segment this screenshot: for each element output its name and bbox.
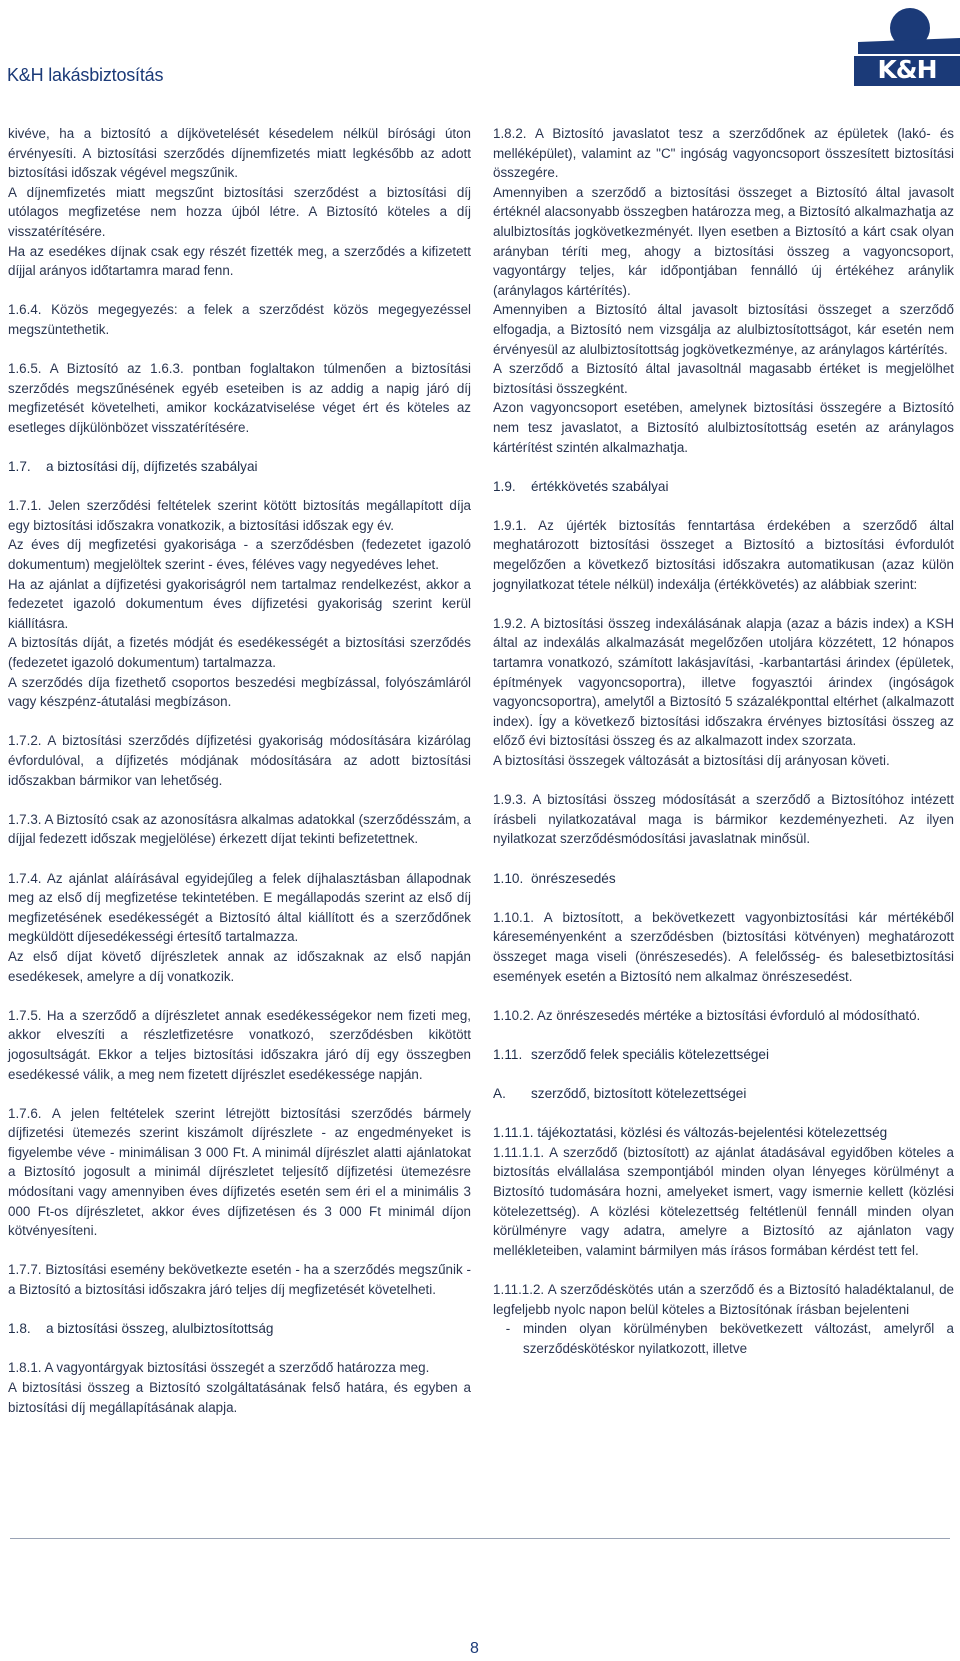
paragraph-1-9-1: 1.9.1. Az újérték biztosítás fenntartása érdekében a szerződő által meghatározott biztosítási összeget a Biztosító a biztosítási évfordulót megelőzően a következő biztosítási időszakra automatikusan (azaz külön jognyilatkozat tétele nélkül) indexálja (értékkövetés) az alábbiak szerint: — [493, 517, 954, 592]
page-number: 8 — [470, 1640, 479, 1657]
paragraph-1-6-5: 1.6.5. A Biztosító az 1.6.3. pontban foglaltakon túlmenően a biztosítási szerződés megszűnésének egyéb eseteiben is az addig a napig járó díj megfizetését követelheti, amikor kockázatviselése véget ért és köteles az esetleges díjkülönbözet visszatérítésére. — [8, 361, 471, 435]
subsection-heading-a: A. szerződő, biztosított kötelezettségei — [493, 1086, 747, 1102]
paragraph: Amennyiben a szerződő a biztosítási összeget a Biztosító által javasolt értéknél alacsonyabb összegben határozza meg, a Biztosító alkalmazhatja az alulbiztosítás jogkövetkezményét. Ilyen esetben a Biztosító a kárt csak olyan arányban téríti meg, ahogy a biztosítási összeg a vagyoncsoport, vagyontárgy teljes, kár időpontjában fennálló új értékéhez aránylik (aránylagos kártérítés). — [493, 184, 954, 298]
page-header — [0, 0, 960, 100]
section-heading-1-10: 1.10. önrészesedés — [493, 870, 616, 886]
paragraph: A szerződő a Biztosító által javasoltnál magasabb értéket is megjelölhet biztosítási összegként. — [493, 361, 954, 396]
paragraph: Amennyiben a Biztosító által javasolt biztosítási összeget a szerződő elfogadja, a Biztosító nem vizsgálja az alulbiztosítottságot, kár esetén nem érvényesül az alulbiztosítottság jogkövetkezménye, az aránylagos kártérítés. — [493, 302, 954, 357]
paragraph-1-7-3: 1.7.3. A Biztosító csak az azonosításra alkalmas adatokkal (szerződésszám, a díjjal fedezett időszak megjelölése) érkezett díjat tekinti befizetettnek. — [8, 811, 471, 847]
list-item-text: minden olyan körülményben bekövetkezett változást, amelyről a szerződéskötéskor nyilatkozott, illetve — [523, 1321, 954, 1356]
paragraph: Az első díjat követő díjrészletek annak az időszaknak az első napján esedékesek, amelyre a díj vonatkozik. — [8, 948, 471, 984]
document-title: K&H lakásbiztosítás — [7, 65, 164, 85]
paragraph: A biztosítási összeg a Biztosító szolgáltatásának felső határa, és egyben a biztosítási díj megállapításának alapja. — [8, 1380, 471, 1415]
paragraph: Ha az esedékes díjnak csak egy részét fizették meg, a szerződés a kifizetett díjjal arányos időtartamra marad fenn. — [8, 243, 471, 279]
paragraph-1-7-2: 1.7.2. A biztosítási szerződés díjfizetési gyakoriság módosítására kizárólag évfordulóval, a díjfizetés módjának módosítására az adott biztosítási időszakban bármikor van lehetőség. — [8, 733, 471, 788]
dash-bullet: - — [505, 1321, 511, 1337]
section-heading-1-9: 1.9. értékkövetés szabályai — [493, 478, 669, 494]
paragraph: Az éves díj megfizetési gyakorisága - a szerződésben (fedezetet igazoló dokumentum) megjelöltek szerint - éves, féléves vagy negyedéves lehet. — [8, 537, 471, 573]
paragraph: Azon vagyoncsoport esetében, amelynek biztosítási összegére a Biztosító nem tesz javaslatot, a Biztosító alulbiztosítottság esetén az aránylagos kártérítést szintén alkalmazhatja. — [493, 400, 954, 455]
paragraph: A díjnemfizetés miatt megszűnt biztosítási szerződést a biztosítási díj utólagos megfizetése nem hozza újból létre. A Biztosító köteles a díj visszatérítésére. — [8, 184, 471, 239]
paragraph-1-8-1: 1.8.1. A vagyontárgyak biztosítási összegét a szerződő határozza meg. — [8, 1360, 430, 1376]
right-column — [493, 124, 954, 1358]
logo-text: K&H — [877, 55, 937, 84]
paragraph-1-10-1: 1.10.1. A biztosított, a bekövetkezett vagyonbiztosítási kár mértékéből káreseményenként a szerződésben (biztosítási kötvényen) meghatározott összeget maga viseli (önrészesedés). A felelősség- és balesetbiztosítási események esetén a Biztosító nem alkalmaz önrészesedést. — [493, 909, 954, 984]
paragraph-1-7-1: 1.7.1. Jelen szerződési feltételek szerint kötött biztosítás megállapított díja egy biztosítási időszakra vonatkozik, a biztosítási időszak egy év. — [8, 498, 471, 533]
paragraph: Ha az ajánlat a díjfizetési gyakoriságról nem tartalmaz rendelkezést, akkor a fedezetet igazoló dokumentum éves díjfizetési gyakoriság szerint kerül kiállításra. — [8, 576, 471, 631]
paragraph-1-11-1-1: 1.11.1.1. A szerződő (biztosított) az ajánlat átadásával egyidőben köteles a biztosítás elvállalása szempontjából minden olyan lényeges körülményt a Biztosító tudomására hozni, amelyeket ismert, vagy ismernie kellett (közlési kötelezettség). A közlési kötelezettség feltétlenül fennáll minden olyan körülményre vagy adatra, amelyre a Biztosító az ajánlaton vagy mellékleteiben, valamint bármilyen más írásos formában kérdést tett fel. — [493, 1144, 954, 1258]
paragraph-1-6-4: 1.6.4. Közös megegyezés: a felek a szerződést közös megegyezéssel megszüntethetik. — [8, 302, 471, 337]
section-heading-1-7: 1.7. a biztosítási díj, díjfizetés szabályai — [8, 459, 258, 475]
paragraph-1-11-1-2: 1.11.1.2. A szerződéskötés után a szerződő és a Biztosító haladéktalanul, de legfeljebb nyolc napon belül köteles a Biztosítónak írásban bejelenteni — [493, 1282, 954, 1317]
paragraph-1-7-7: 1.7.7. Biztosítási esemény bekövetkezte esetén - ha a szerződés megszűnik - a Biztosító a biztosítási időszakra járó teljes díj megfizetését követelheti. — [8, 1262, 471, 1298]
paragraph: kivéve, ha a biztosító a díjkövetelését késedelem nélkül bírósági úton érvényesíti. A biztosítási szerződés díjnemfizetés miatt legkésőbb az adott biztosítási időszak végével megszűnik. — [8, 126, 471, 181]
section-heading-1-8: 1.8. a biztosítási összeg, alulbiztosítottság — [8, 1321, 274, 1337]
paragraph-1-7-6: 1.7.6. A jelen feltételek szerint létrejött biztosítási szerződés bármely díjfizetési ütemezés szerint kiszámolt díjrészlete - az engedményeket is figyelembe véve - minimálisan 3 000 Ft. A minimál díjrészlet alatti ajánlatokat a Biztosító jogosult a minimál díjrészletet teljesítő díjfizetési ütemezésre módosítani vagy amennyiben éves díjfizetés esetén sem éri el a minimális 3 000 Ft-os díjrészletet, akkor éves díjfizetésen és 3 000 Ft minimál díjon kötvényesíteni. — [8, 1105, 471, 1239]
section-heading-1-11: 1.11. szerződő felek speciális kötelezettségei — [493, 1046, 770, 1062]
paragraph: A szerződés díja fizethető csoportos beszedési megbízással, folyószámláról vagy készpénz-átutalási megbízáson. — [8, 674, 471, 710]
paragraph-1-10-2: 1.10.2. Az önrészesedés mértéke a biztosítási évforduló al módosítható. — [493, 1007, 921, 1023]
list-item — [493, 1319, 954, 1358]
left-column — [8, 124, 471, 1417]
paragraph: A biztosítás díját, a fizetés módját és esedékességét a biztosítási szerződés (fedezetet igazoló dokumentum) tartalmazza. — [8, 635, 471, 671]
paragraph: A biztosítási összegek változását a biztosítási díj arányosan követi. — [493, 753, 890, 768]
footer-divider — [10, 1538, 950, 1539]
paragraph-1-7-5: 1.7.5. Ha a szerződő a díjrészletet annak esedékességekor nem fizeti meg, akkor elveszíti a részletfizetésre vonatkozó, szerződésben kikötött jogosultságát. Ekkor a teljes biztosítási időszakra járó díj egy összegben esedékessé válik, a meg nem fizetett díjrészlet esedékessége napján. — [8, 1007, 471, 1082]
paragraph-1-7-4: 1.7.4. Az ajánlat aláírásával egyidejűleg a felek díjhalasztásban állapodnak meg az első díj megfizetése tekintetében. E megállapodás szerint az első díj megfizetésének esedékességét a Biztosító által kiállított és a szerződőnek megküldött díjesedékességi értesítő tartalmazza. — [8, 870, 471, 945]
paragraph-1-8-2: 1.8.2. A Biztosító javaslatot tesz a szerződőnek az épületek (lakó- és melléképület), valamint az "C" ingóság vagyoncsoport összesített biztosítási összegére. — [493, 126, 954, 181]
paragraph-1-9-2: 1.9.2. A biztosítási összeg indexálásának alapja (azaz a bázis index) a KSH által az indexálás alkalmazását megelőzően utoljára közzétett, 12 hónapos tartamra vonatkozó, számított lakásjavítási, -karbantartási árindex (épületek, építmények vagyoncsoportra), illetve fogyasztói árindex (ingóságok vagyoncsoportra), amelytől a Biztosító 5 százalékponttal eltérhet (alkalmazott index). Így a következő biztosítási időszakra érvényes biztosítási összeg az előző évi biztosítási összeg és az alkalmazott index szorzata. — [493, 615, 954, 749]
subsection-heading-1-11-1: 1.11.1. tájékoztatási, közlési és változás-bejelentési kötelezettség — [493, 1125, 888, 1141]
paragraph-1-9-3: 1.9.3. A biztosítási összeg módosítását a szerződő a Biztosítóhoz intézett írásbeli nyilatkozatával maga is bármikor kezdeményezheti. Az ilyen nyilatkozat szerződésmódosítási javaslatnak minősül. — [493, 792, 954, 847]
